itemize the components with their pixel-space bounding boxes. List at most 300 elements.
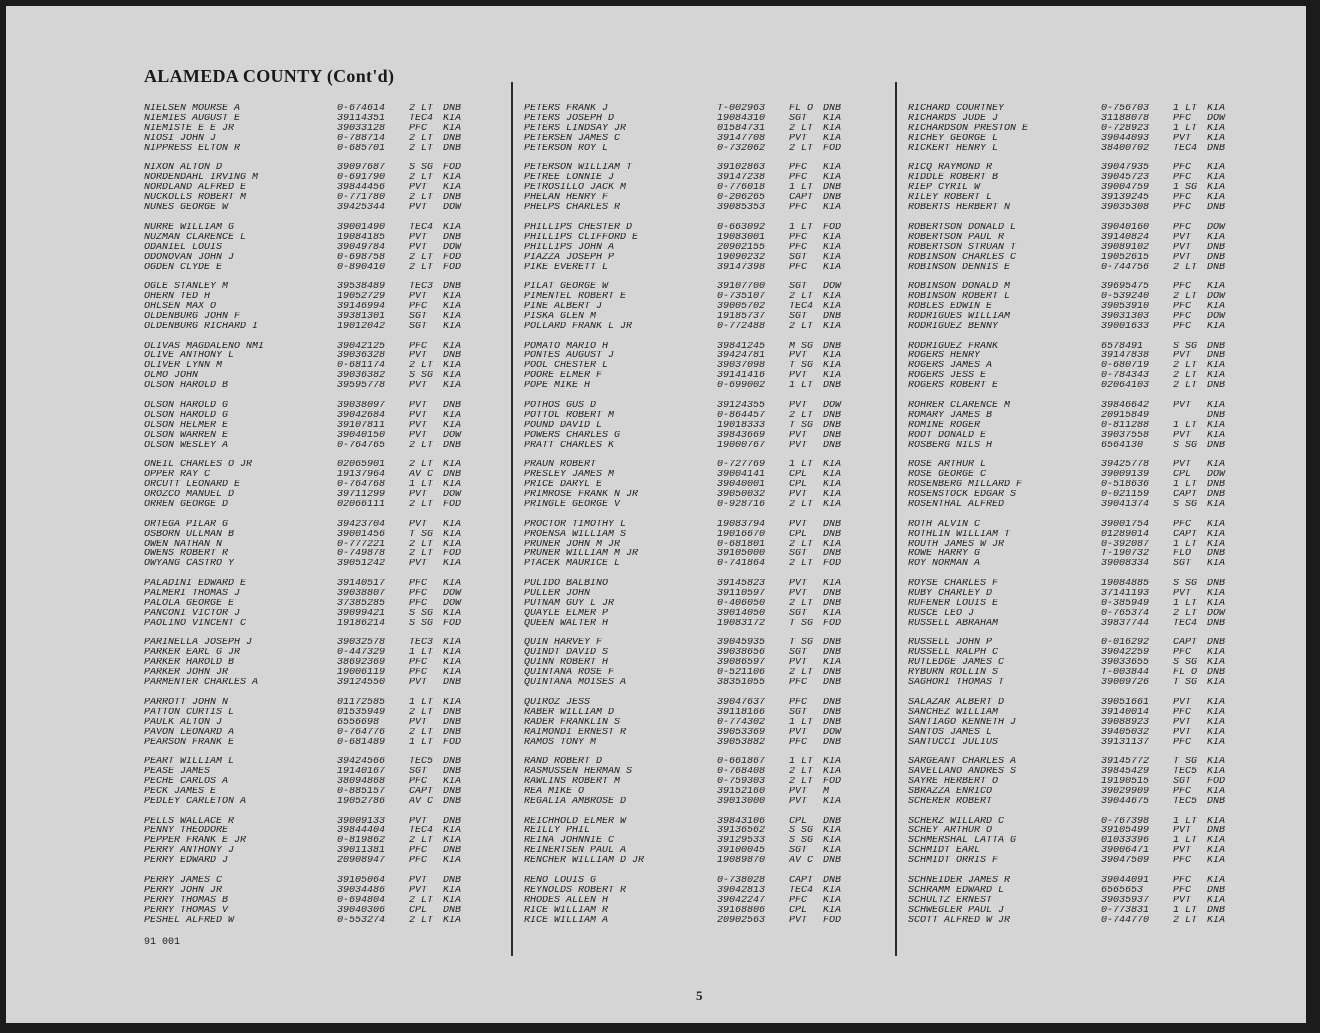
roster-name: OLSON WARREN E: [144, 430, 229, 441]
roster-name: PAVON LEONARD A: [144, 727, 235, 738]
roster-name: RICE WILLIAM A: [524, 915, 609, 926]
roster-serial-number: T-190732: [1101, 549, 1150, 560]
roster-group: [144, 163, 509, 213]
roster-status: KIA: [823, 470, 842, 481]
roster-name: RASMUSSEN HERMAN S: [524, 767, 633, 777]
roster-name: POTHOS GUS D: [524, 400, 597, 411]
roster-serial-number: 39042247: [717, 895, 766, 906]
roster-name: ONEIL CHARLES O JR: [144, 460, 253, 471]
roster-serial-number: 39145823: [717, 579, 766, 589]
roster-row: [524, 609, 889, 619]
roster-serial-number: 39843106: [717, 816, 766, 827]
roster-name: RODRIGUEZ BENNY: [908, 321, 999, 332]
roster-name: OLSON WESLEY A: [144, 440, 229, 451]
roster-status: KIA: [1207, 400, 1226, 411]
roster-status: KIA: [1207, 104, 1226, 114]
roster-row: [144, 223, 509, 233]
roster-serial-number: 19084885: [1101, 579, 1150, 589]
roster-row: [524, 916, 889, 926]
roster-status: FOD: [823, 777, 842, 787]
roster-rank: PFC: [1173, 786, 1192, 797]
roster-rank: CAPT: [1173, 638, 1198, 649]
roster-row: [908, 787, 1273, 797]
roster-serial-number: 39051242: [337, 559, 386, 570]
roster-rank: 1 LT: [1173, 104, 1198, 114]
roster-status: KIA: [443, 608, 462, 619]
roster-rank: PVT: [409, 232, 428, 243]
roster-status: DNB: [1207, 351, 1226, 362]
roster-status: KIA: [1207, 500, 1226, 510]
roster-serial-number: 0-764776: [337, 727, 386, 738]
roster-row: [524, 599, 889, 609]
roster-serial-number: 39100045: [717, 846, 766, 857]
roster-rank: PVT: [1173, 460, 1192, 471]
roster-rank: 2 LT: [789, 500, 814, 510]
roster-status: KIA: [1207, 123, 1226, 134]
roster-row: [144, 371, 509, 381]
roster-row: [144, 421, 509, 431]
roster-status: DNB: [443, 232, 462, 243]
roster-serial-number: 0-727769: [717, 460, 766, 471]
roster-name: POPE MIKE H: [524, 381, 591, 392]
roster-name: NIEMIES AUGUST E: [144, 113, 241, 124]
roster-rank: S SG: [789, 836, 814, 847]
roster-name: PERRY JAMES C: [144, 875, 223, 886]
roster-name: QUEEN WALTER H: [524, 618, 609, 629]
roster-name: RICQ RAYMOND R: [908, 163, 993, 174]
roster-group: [524, 520, 889, 570]
roster-rank: PVT: [1173, 895, 1192, 906]
roster-name: SCHRAMM EDWARD L: [908, 885, 1005, 896]
roster-rank: SGT: [1173, 777, 1192, 787]
roster-rank: PVT: [789, 430, 808, 441]
roster-serial-number: T-002963: [717, 104, 766, 114]
roster-row: [524, 906, 889, 916]
roster-row: [144, 203, 509, 213]
roster-name: OGDEN CLYDE E: [144, 262, 223, 273]
roster-row: [908, 104, 1273, 114]
roster-status: DNB: [1207, 252, 1226, 263]
roster-rank: CAPT: [789, 193, 814, 204]
roster-status: KIA: [443, 836, 462, 847]
roster-status: KIA: [1207, 658, 1226, 669]
roster-status: KIA: [823, 242, 842, 253]
roster-name: PANCONI VICTOR J: [144, 608, 241, 619]
roster-row: [524, 411, 889, 421]
roster-name: RIDDLE ROBERT B: [908, 173, 999, 184]
roster-serial-number: 39139245: [1101, 193, 1150, 204]
roster-row: [524, 173, 889, 183]
roster-serial-number: 19052729: [337, 292, 386, 302]
roster-status: DNB: [443, 351, 462, 362]
roster-name: PELLS WALLACE R: [144, 816, 235, 827]
roster-status: M: [823, 786, 830, 797]
roster-group: [144, 698, 509, 748]
roster-serial-number: 0-771780: [337, 193, 386, 204]
roster-status: DNB: [443, 143, 462, 154]
roster-rank: AV C: [789, 856, 814, 867]
roster-serial-number: 20908947: [337, 856, 386, 867]
roster-status: DNB: [1207, 826, 1226, 837]
roster-row: [908, 460, 1273, 470]
roster-rank: PVT: [409, 183, 428, 194]
roster-status: KIA: [1207, 707, 1226, 718]
roster-status: KIA: [443, 420, 462, 431]
roster-serial-number: 0-765374: [1101, 608, 1150, 619]
roster-serial-number: 19052615: [1101, 252, 1150, 263]
roster-status: FOD: [443, 163, 462, 174]
roster-name: PESHEL ALFRED W: [144, 915, 235, 926]
roster-rank: 2 LT: [409, 361, 434, 372]
roster-status: KIA: [1207, 737, 1226, 748]
roster-group: [524, 638, 889, 688]
roster-serial-number: 39085353: [717, 203, 766, 214]
roster-row: [908, 846, 1273, 856]
roster-row: [524, 223, 889, 233]
roster-rank: PVT: [789, 440, 808, 451]
roster-status: KIA: [1207, 371, 1226, 382]
roster-status: KIA: [1207, 786, 1226, 797]
roster-serial-number: 39041374: [1101, 500, 1150, 510]
roster-row: [144, 906, 509, 916]
roster-serial-number: 19006119: [337, 668, 386, 679]
roster-name: NIELSEN MOURSE A: [144, 104, 241, 114]
roster-rank: 1 LT: [409, 737, 434, 748]
roster-row: [908, 886, 1273, 896]
roster-rank: S SG: [1173, 658, 1198, 669]
roster-rank: AV C: [409, 470, 434, 481]
roster-name: NIEMISTE E E JR: [144, 123, 235, 134]
roster-rank: PFC: [1173, 282, 1192, 293]
roster-row: [524, 876, 889, 886]
roster-status: DOW: [443, 490, 462, 500]
roster-row: [144, 678, 509, 688]
roster-status: KIA: [443, 697, 462, 708]
roster-status: KIA: [443, 579, 462, 589]
roster-status: DNB: [1207, 410, 1226, 421]
roster-serial-number: 39146994: [337, 302, 386, 312]
roster-serial-number: 39424781: [717, 351, 766, 362]
roster-rank: 2 LT: [409, 133, 434, 144]
roster-serial-number: 39040150: [337, 430, 386, 441]
roster-serial-number: 39140517: [337, 579, 386, 589]
roster-name: SCHEY ARTHUR O: [908, 826, 993, 837]
roster-row: [144, 817, 509, 827]
roster-row: [524, 421, 889, 431]
roster-name: REINA JOHNNIE C: [524, 836, 615, 847]
roster-rank: PFC: [409, 579, 428, 589]
roster-serial-number: 39089102: [1101, 242, 1150, 253]
roster-serial-number: 39107811: [337, 420, 386, 431]
roster-rank: PFC: [1173, 856, 1192, 867]
roster-name: PRUNER JOHN M JR: [524, 539, 621, 550]
roster-name: PEPPER FRANK E JR: [144, 836, 247, 847]
roster-name: PINE ALBERT J: [524, 302, 603, 312]
roster-status: DNB: [443, 875, 462, 886]
roster-serial-number: 39038807: [337, 588, 386, 599]
roster-rank: 2 LT: [409, 460, 434, 471]
roster-row: [908, 757, 1273, 767]
roster-rank: 2 LT: [789, 410, 814, 421]
roster-status: KIA: [443, 559, 462, 570]
roster-serial-number: 19089870: [717, 856, 766, 867]
roster-status: KIA: [443, 183, 462, 194]
roster-serial-number: 39129533: [717, 836, 766, 847]
roster-name: QUIN HARVEY F: [524, 638, 603, 649]
roster-row: [524, 678, 889, 688]
roster-rank: T SG: [789, 638, 814, 649]
roster-name: SAYRE HERBERT O: [908, 777, 999, 787]
roster-rank: PFC: [1173, 203, 1192, 214]
roster-row: [144, 757, 509, 767]
roster-serial-number: 0-685701: [337, 143, 386, 154]
roster-serial-number: 0-784343: [1101, 371, 1150, 382]
roster-row: [524, 579, 889, 589]
roster-row: [524, 738, 889, 748]
roster-row: [524, 787, 889, 797]
roster-rank: SGT: [789, 549, 808, 560]
roster-serial-number: 38692369: [337, 658, 386, 669]
roster-rank: PVT: [409, 816, 428, 827]
roster-serial-number: 39037098: [717, 361, 766, 372]
roster-rank: PVT: [409, 381, 428, 392]
roster-rank: S SG: [409, 608, 434, 619]
roster-rank: TEC5: [1173, 767, 1198, 777]
roster-rank: CPL: [789, 816, 808, 827]
roster-status: KIA: [443, 539, 462, 550]
roster-name: PERRY THOMAS B: [144, 895, 229, 906]
roster-row: [524, 638, 889, 648]
roster-group: [908, 401, 1273, 451]
roster-rank: PFC: [1173, 302, 1192, 312]
roster-rank: 2 LT: [409, 104, 434, 114]
roster-serial-number: 19090232: [717, 252, 766, 263]
roster-serial-number: 39044093: [1101, 133, 1150, 144]
roster-column-3: [908, 104, 1273, 935]
roster-rank: PFC: [789, 232, 808, 243]
roster-name: QUINDT DAVID S: [524, 648, 609, 659]
roster-row: [524, 886, 889, 896]
roster-rank: PFC: [1173, 875, 1192, 886]
roster-row: [524, 144, 889, 154]
roster-name: PRATT CHARLES K: [524, 440, 615, 451]
roster-rank: 1 LT: [409, 648, 434, 659]
roster-serial-number: 01584731: [717, 123, 766, 134]
roster-row: [908, 530, 1273, 540]
roster-rank: SGT: [789, 282, 808, 293]
roster-rank: TEC4: [1173, 618, 1198, 629]
roster-rank: PVT: [409, 242, 428, 253]
roster-serial-number: 39009133: [337, 816, 386, 827]
roster-serial-number: 39011381: [337, 846, 386, 857]
roster-status: KIA: [1207, 717, 1226, 728]
roster-rank: M SG: [789, 341, 814, 352]
roster-name: PRESLEY JAMES M: [524, 470, 615, 481]
roster-name: SCHMIDT EARL: [908, 846, 981, 857]
roster-serial-number: 39105499: [1101, 826, 1150, 837]
roster-name: SCHULTZ ERNEST: [908, 895, 993, 906]
roster-rank: PVT: [1173, 252, 1192, 263]
roster-serial-number: 0-539240: [1101, 292, 1150, 302]
roster-rank: AV C: [409, 796, 434, 807]
roster-serial-number: 39844404: [337, 826, 386, 837]
roster-serial-number: 39034486: [337, 885, 386, 896]
roster-row: [908, 638, 1273, 648]
roster-status: DNB: [1207, 905, 1226, 916]
roster-name: ROMINE ROGER: [908, 420, 981, 431]
roster-status: FOD: [443, 618, 462, 629]
roster-status: KIA: [1207, 302, 1226, 312]
roster-row: [908, 906, 1273, 916]
roster-status: KIA: [823, 163, 842, 174]
roster-rank: T SG: [409, 529, 434, 540]
roster-status: DNB: [823, 420, 842, 431]
roster-serial-number: 39001490: [337, 222, 386, 233]
roster-serial-number: 0-732062: [717, 143, 766, 154]
roster-rank: 1 LT: [789, 757, 814, 768]
roster-rank: S SG: [1173, 341, 1198, 352]
roster-name: PISKA GLEN M: [524, 311, 597, 322]
roster-serial-number: 39105064: [337, 875, 386, 886]
roster-row: [524, 559, 889, 569]
roster-rank: PFC: [1173, 648, 1192, 659]
roster-serial-number: 39053369: [717, 727, 766, 738]
roster-name: POWERS CHARLES G: [524, 430, 621, 441]
roster-name: SCOTT ALFRED W JR: [908, 915, 1011, 926]
roster-name: NIPPRESS ELTON R: [144, 143, 241, 154]
roster-status: DNB: [823, 588, 842, 599]
roster-status: DNB: [1207, 885, 1226, 896]
roster-status: DOW: [1207, 222, 1226, 233]
roster-status: DNB: [443, 905, 462, 916]
roster-serial-number: 0-885157: [337, 786, 386, 797]
roster-row: [908, 777, 1273, 787]
roster-status: KIA: [443, 410, 462, 421]
roster-status: DOW: [443, 598, 462, 609]
roster-rank: PVT: [1173, 242, 1192, 253]
roster-serial-number: 39053910: [1101, 302, 1150, 312]
roster-row: [908, 183, 1273, 193]
roster-name: OLSON HAROLD G: [144, 400, 229, 411]
roster-status: DNB: [823, 598, 842, 609]
roster-status: DOW: [1207, 470, 1226, 481]
roster-status: KIA: [443, 638, 462, 649]
roster-status: KIA: [443, 311, 462, 322]
roster-name: ROTH ALVIN C: [908, 519, 981, 530]
roster-name: ROTHLIN WILLIAM T: [908, 529, 1011, 540]
roster-rank: PVT: [1173, 232, 1192, 243]
roster-row: [144, 728, 509, 738]
roster-name: NUNES GEORGE W: [144, 203, 229, 214]
roster-rank: PVT: [789, 519, 808, 530]
roster-row: [524, 648, 889, 658]
roster-rank: 1 LT: [1173, 836, 1198, 847]
roster-rank: 1 LT: [789, 717, 814, 728]
roster-status: DOW: [443, 242, 462, 253]
roster-name: OLMO JOHN: [144, 371, 199, 382]
roster-rank: PFC: [789, 678, 808, 689]
roster-row: [524, 698, 889, 708]
roster-rank: 2 LT: [789, 539, 814, 550]
roster-row: [908, 263, 1273, 273]
roster-serial-number: 39047637: [717, 697, 766, 708]
roster-rank: PVT: [789, 588, 808, 599]
roster-row: [144, 470, 509, 480]
roster-status: KIA: [1207, 727, 1226, 738]
roster-name: RICHARD COURTNEY: [908, 104, 1005, 114]
roster-row: [524, 520, 889, 530]
roster-name: RENCHER WILLIAM D JR: [524, 856, 645, 867]
roster-status: DOW: [823, 400, 842, 411]
roster-rank: 1 LT: [1173, 123, 1198, 134]
roster-rank: PVT: [789, 133, 808, 144]
roster-group: [908, 163, 1273, 213]
roster-rank: TEC3: [409, 638, 434, 649]
roster-name: ROHRER CLARENCE M: [908, 400, 1011, 411]
roster-name: QUINTANA MOISES A: [524, 678, 627, 689]
roster-row: [908, 203, 1273, 213]
roster-rank: 2 LT: [409, 895, 434, 906]
roster-status: KIA: [443, 123, 462, 134]
roster-status: DNB: [1207, 341, 1226, 352]
roster-name: OHERN TED H: [144, 292, 211, 302]
roster-serial-number: 0-385949: [1101, 598, 1150, 609]
roster-name: PHILLIPS JOHN A: [524, 242, 615, 253]
roster-rank: SGT: [789, 252, 808, 263]
roster-status: DNB: [823, 440, 842, 451]
roster-group: [144, 342, 509, 392]
roster-row: [144, 559, 509, 569]
roster-name: PRINGLE GEORGE V: [524, 500, 621, 510]
roster-status: DNB: [823, 856, 842, 867]
roster-serial-number: 38351055: [717, 678, 766, 689]
roster-serial-number: 39846642: [1101, 400, 1150, 411]
roster-serial-number: 39110597: [717, 588, 766, 599]
roster-row: [144, 876, 509, 886]
roster-name: QUINTANA ROSE F: [524, 668, 615, 679]
roster-rank: SGT: [789, 608, 808, 619]
roster-serial-number: 39042125: [337, 341, 386, 352]
roster-status: DNB: [1207, 242, 1226, 253]
roster-name: NORDLAND ALFRED E: [144, 183, 247, 194]
roster-status: KIA: [443, 895, 462, 906]
roster-serial-number: 39845429: [1101, 767, 1150, 777]
roster-serial-number: 0-447329: [337, 648, 386, 659]
roster-row: [908, 589, 1273, 599]
roster-status: DOW: [823, 727, 842, 738]
roster-name: SBRAZZA ENRICO: [908, 786, 993, 797]
roster-name: POTTOL ROBERT M: [524, 410, 615, 421]
roster-serial-number: 19083172: [717, 618, 766, 629]
roster-rank: T SG: [789, 420, 814, 431]
roster-serial-number: 39040001: [717, 480, 766, 491]
roster-serial-number: 39038097: [337, 400, 386, 411]
roster-rank: PVT: [789, 400, 808, 411]
roster-rank: PFC: [1173, 113, 1192, 124]
roster-row: [908, 223, 1273, 233]
roster-status: DNB: [1207, 618, 1226, 629]
roster-name: PALMERI THOMAS J: [144, 588, 241, 599]
roster-row: [524, 589, 889, 599]
roster-name: PILAT GEORGE W: [524, 282, 609, 293]
roster-row: [144, 896, 509, 906]
roster-rank: 1 SG: [1173, 183, 1198, 194]
roster-status: FOD: [823, 222, 842, 233]
roster-rank: CAPT: [789, 875, 814, 886]
roster-rank: 2 LT: [1173, 371, 1198, 382]
roster-serial-number: 0-744770: [1101, 915, 1150, 926]
roster-status: DNB: [443, 193, 462, 204]
